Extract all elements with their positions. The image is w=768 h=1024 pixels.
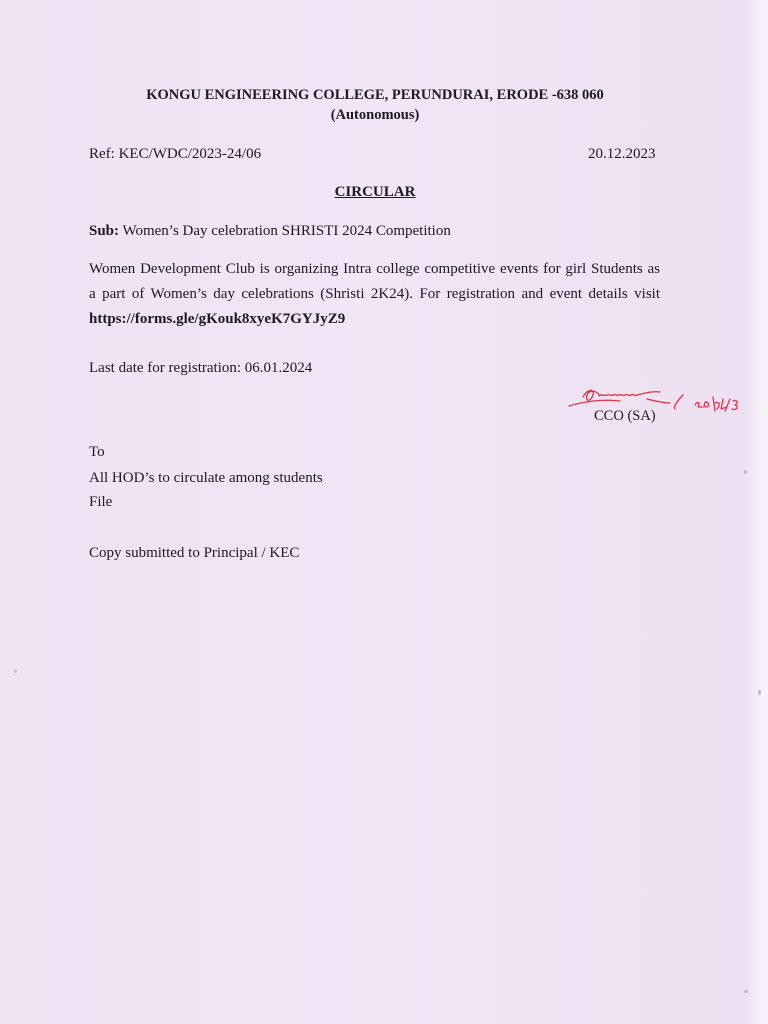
recipient-item: File bbox=[89, 494, 113, 510]
copy-note: Copy submitted to Principal / KEC bbox=[89, 545, 300, 561]
body-line-2: a part of Women’s day celebrations (Shristi 2K24). For registration and event details visit bbox=[89, 286, 660, 302]
college-status: (Autonomous) bbox=[330, 107, 420, 123]
circular-title: CIRCULAR bbox=[334, 184, 416, 200]
college-name: KONGU ENGINEERING COLLEGE, PERUNDURAI, ERODE -638 060 bbox=[146, 87, 604, 103]
body-line-1: Women Development Club is organizing Intra college competitive events for girl Students as bbox=[89, 261, 660, 277]
subject-text: Women’s Day celebration SHRISTI 2024 Competition bbox=[122, 223, 451, 239]
registration-link[interactable]: https://forms.gle/gKouk8xyeK7GYJyZ9 bbox=[89, 311, 346, 327]
paper-speck bbox=[744, 470, 747, 474]
subject-line bbox=[89, 223, 451, 240]
paper-speck bbox=[744, 990, 748, 993]
recipient-item: All HOD’s to circulate among students bbox=[89, 470, 323, 486]
paper-speck bbox=[14, 670, 17, 673]
circular-date: 20.12.2023 bbox=[588, 146, 656, 162]
reference-number: Ref: KEC/WDC/2023-24/06 bbox=[89, 146, 262, 162]
page-edge bbox=[746, 0, 768, 1024]
paper-speck bbox=[758, 690, 761, 695]
subject-label: Sub: bbox=[89, 223, 120, 239]
signatory-designation: CCO (SA) bbox=[594, 408, 656, 424]
to-label: To bbox=[89, 444, 105, 460]
last-date-line: Last date for registration: 06.01.2024 bbox=[89, 360, 313, 376]
